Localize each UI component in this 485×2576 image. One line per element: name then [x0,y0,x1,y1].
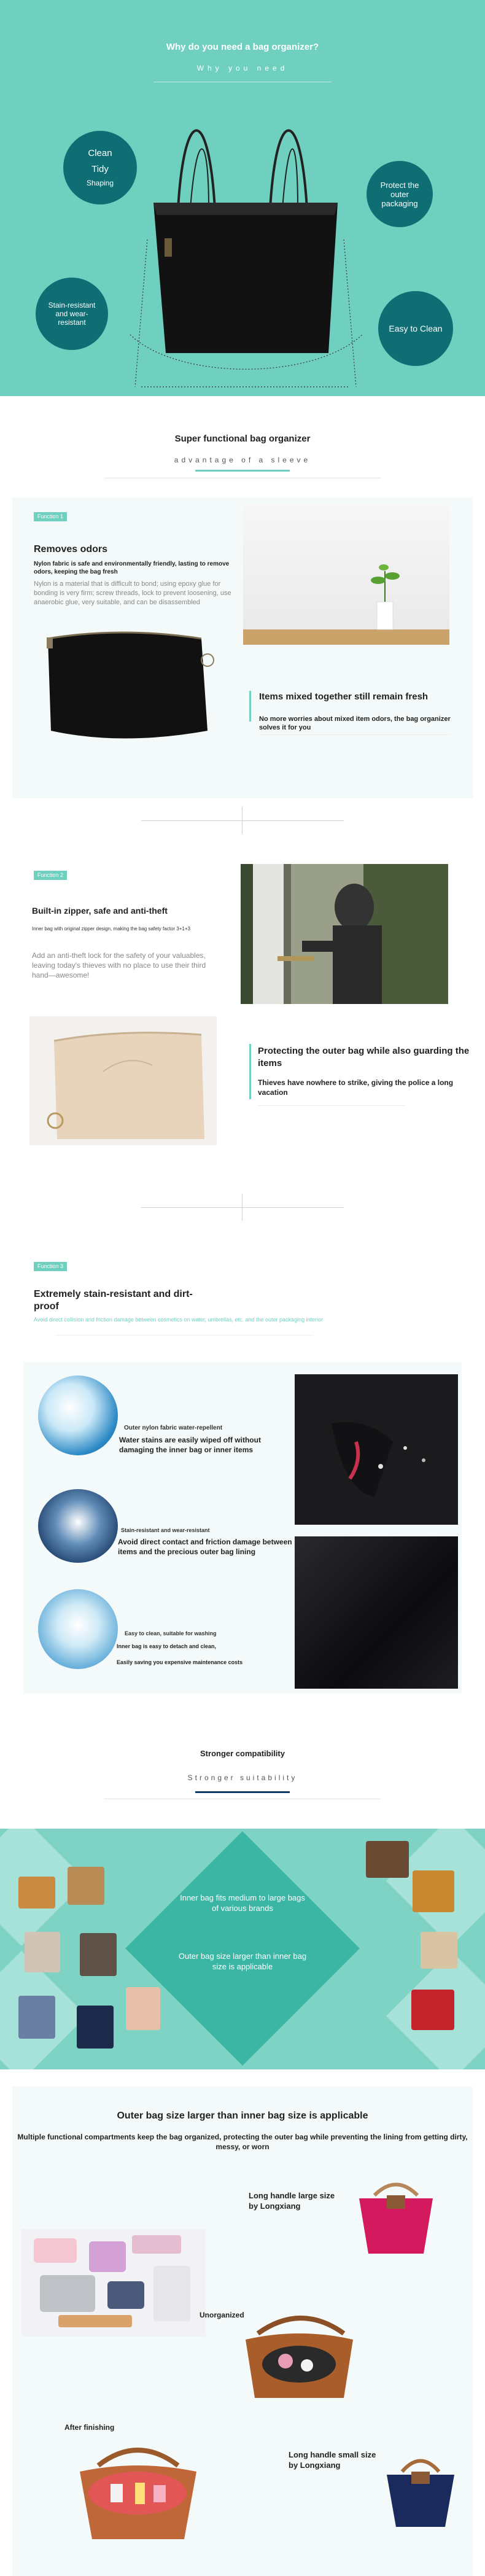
pouch-icon [23,614,220,755]
black-fabric-photo [295,1536,458,1689]
bag-thumb [421,1932,457,1969]
stain-title: Extremely stain-resistant and dirt-proof [34,1289,193,1312]
advantage-subtitle: advantage of a sleeve [174,456,311,464]
stain-globe-icon [38,1489,118,1563]
cosmetics-icon [21,2229,206,2337]
navy-longchamp-bag [378,2453,464,2530]
bottom-text: Multiple functional compartments keep the bag organized, protecting the outer bag while preventing the lining from getting dirty, messy, or worn [17,2133,468,2152]
beige-pouch-photo [29,1016,217,1145]
jeans-stain-photo [295,1374,458,1525]
circle-protect-label: Protect the outer packaging [380,180,419,208]
tote-bag-illustration [117,92,368,393]
bag-thumb [68,1867,104,1905]
advantage-underline [195,470,290,472]
mixed-text: No more worries about mixed item odors, the bag organizer solves it for you [259,715,451,732]
stain-faint-line [55,1335,313,1336]
advantage-title: Super functional bag organizer [174,434,311,444]
bag-thumb [126,1987,160,2030]
removes-text: Nylon is a material that is difficult to bond; using epoxy glue for bonding is very firm; screw threads, lock to prevent loosening, use anaerobic glue, very suitable, and can be disassembled [34,580,231,606]
circle-protect [367,161,433,227]
item1-bold: Water stains are easily wiped off without damaging the inner bag or inner items [119,1436,261,1454]
after-label: After finishing [64,2423,115,2432]
function-1-badge: Function 1 [34,512,67,521]
section-divider-1 [141,820,344,821]
function-2-badge: Function 2 [34,871,67,880]
mixed-title: Items mixed together still remain fresh [259,691,429,702]
pink-bag-icon [347,2177,445,2257]
brown-bag-icon [233,2297,365,2404]
removes-bold: Nylon fabric is safe and environmentally friendly, lasting to remove odors, keeping the bag fresh [34,561,230,575]
bag-thumb [413,1870,454,1912]
bag-thumb [80,1933,117,1976]
item3-bold1: Inner bag is easy to detach and clean, [117,1643,217,1649]
bottom-title: Outer bag size larger than inner bag size is applicable [117,2111,368,2121]
center-diamond [125,1831,360,2066]
thief-photo [241,864,448,1004]
plant-icon [243,504,449,645]
compat-subtitle: Stronger suitability [187,1773,298,1782]
hero-subtitle: Why you need [196,64,289,72]
hero-section [0,0,485,396]
water-splash-icon [38,1376,118,1455]
long-small-label: Long handle small size by Longxiang [289,2450,376,2470]
removes-title: Removes odors [34,544,108,555]
circle-stain [36,278,108,350]
circle-tidy-label: Tidy [91,163,109,174]
hero-title: Why do you need a bag organizer? [166,42,319,52]
mixed-accent-bar [249,691,251,722]
compat-banner [0,1829,485,2069]
mixed-faint-line [259,734,449,735]
circle-clean-label: Clean [88,148,112,159]
jeans-icon [295,1374,458,1525]
circle-shaping-label: Shaping [86,179,114,188]
protect-faint-line [258,1105,405,1106]
zipper-text: Add an anti-theft lock for the safety of your valuables, leaving today's thieves with no place to use their third hand—awesome! [32,951,206,980]
section-divider-2-tick [242,1194,243,1221]
pink-longchamp-bag [347,2177,445,2257]
item3-bold2: Easily saving you expensive maintenance costs [117,1659,243,1665]
item3-small: Easy to clean, suitable for washing [125,1630,217,1636]
unorganized-bag-photo [233,2297,365,2404]
protect-title: Protecting the outer bag while also guarding the items [258,1046,470,1068]
bag-thumb [77,2006,114,2049]
bag-thumb [18,1877,55,1909]
after-finishing-photo [68,2435,208,2544]
circle-stain-label: Stain-resistant and wear-resistant [48,301,96,327]
zipper-small: Inner bag with original zipper design, making the bag safety factor 3+1+3 [32,926,190,932]
plant-photo [243,504,449,645]
item2-bold: Avoid direct contact and friction damage between items and the precious outer bag lining [118,1538,292,1556]
cosmetics-photo [21,2229,206,2337]
section-divider-2 [141,1207,344,1208]
compat-underline [195,1791,290,1793]
item2-small: Stain-resistant and wear-resistant [121,1527,210,1533]
navy-bag-icon [378,2453,464,2530]
circle-easy-label: Easy to Clean [389,324,443,333]
circle-easy [378,291,453,366]
beige-pouch-icon [29,1016,217,1145]
bag-thumb [25,1932,60,1972]
organized-bag-icon [68,2435,208,2544]
compat-line2: Outer bag size larger than inner bag size is applicable [178,1951,307,1971]
long-large-label: Long handle large size by Longxiang [249,2191,335,2211]
thief-icon [241,864,448,1004]
compat-title: Stronger compatibility [200,1749,285,1758]
bag-thumb [411,1990,454,2030]
stain-subtitle: Avoid direct collision and friction damage between cosmetics on water, umbrellas, etc. and the outer packaging interior [34,1317,324,1323]
circle-clean-tidy [63,131,137,204]
zipper-title: Built-in zipper, safe and anti-theft [32,906,168,916]
section-divider-1-tick [242,807,243,834]
bag-thumb [18,1996,55,2039]
item1-small: Outer nylon fabric water-repellent [124,1425,223,1431]
function-3-badge: Function 3 [34,1262,67,1271]
compat-line1: Inner bag fits medium to large bags of various brands [180,1893,305,1913]
unorganized-label: Unorganized [200,2311,244,2319]
protect-text: Thieves have nowhere to strike, giving the police a long vacation [258,1078,454,1097]
protect-accent-bar [249,1044,251,1099]
water-drop-icon [38,1589,118,1669]
bag-thumb [366,1841,409,1878]
black-pouch-photo [23,614,220,755]
